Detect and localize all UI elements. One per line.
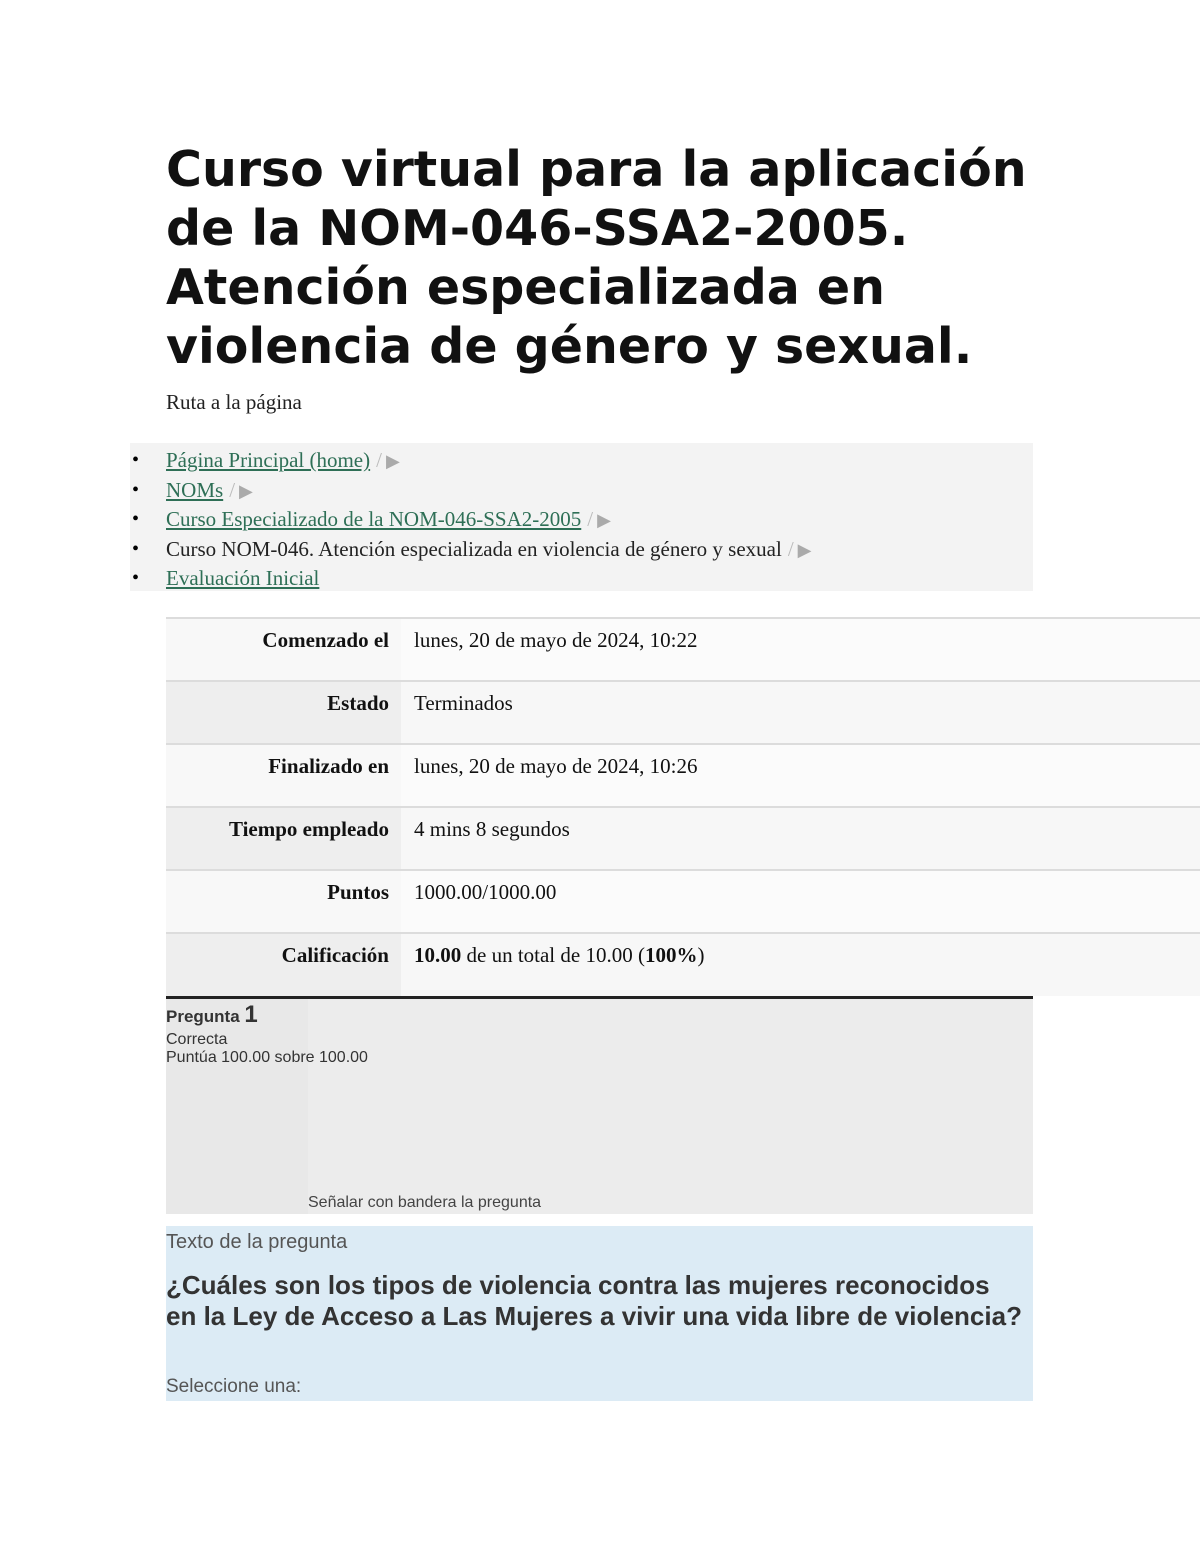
breadcrumb-link-evaluation[interactable]: Evaluación Inicial (166, 566, 320, 590)
play-arrow-icon: ▶ (597, 510, 611, 530)
time-label: Tiempo empleado (166, 807, 401, 870)
question-state: Correcta (166, 1031, 228, 1048)
points-value: 1000.00/1000.00 (401, 870, 1200, 933)
summary-row-state (166, 681, 1200, 744)
question-number-value: 1 (244, 1001, 258, 1028)
grade-middle: de un total de 10.00 ( (461, 943, 645, 967)
finished-label: Finalizado en (166, 744, 401, 807)
breadcrumb-separator: / (587, 507, 594, 531)
breadcrumb-separator: / (787, 536, 794, 561)
page-title: Curso virtual para la aplicación de la NOM-046-SSA2-2005. Atención especializada en violencia de género y sexual. (166, 141, 1027, 375)
breadcrumb (130, 443, 1033, 591)
time-value: 4 mins 8 segundos (401, 807, 1200, 870)
breadcrumb-item-course-category (130, 505, 1033, 535)
play-arrow-icon: ▶ (797, 539, 812, 560)
breadcrumb-link-home[interactable]: Página Principal (home) (166, 448, 371, 472)
started-value: lunes, 20 de mayo de 2024, 10:22 (401, 618, 1200, 681)
question-content (166, 1226, 1033, 1401)
question-number (166, 1001, 258, 1029)
question-grade: Puntúa 100.00 sobre 100.00 (166, 1049, 368, 1066)
flag-question-link[interactable]: Señalar con bandera la pregunta (308, 1194, 542, 1211)
breadcrumb-item-noms (130, 476, 1033, 506)
play-arrow-icon: ▶ (385, 451, 400, 471)
play-arrow-icon: ▶ (239, 480, 253, 501)
attempt-summary-table (166, 617, 1200, 996)
finished-value: lunes, 20 de mayo de 2024, 10:26 (401, 744, 1200, 807)
summary-row-started (166, 618, 1200, 681)
breadcrumb-heading: Ruta a la página (166, 390, 302, 414)
breadcrumb-item-home (130, 446, 1033, 476)
bullet-icon: • (132, 537, 140, 560)
summary-row-points (166, 870, 1200, 933)
bullet-icon: • (132, 449, 140, 471)
breadcrumb-separator: / (376, 448, 382, 472)
state-label: Estado (166, 681, 401, 744)
points-label: Puntos (166, 870, 401, 933)
grade-value (401, 933, 1200, 996)
breadcrumb-item-course (130, 535, 1033, 565)
breadcrumb-separator: / (229, 477, 236, 502)
summary-row-time (166, 807, 1200, 870)
summary-row-finished (166, 744, 1200, 807)
bullet-icon: • (132, 478, 140, 501)
bullet-icon: • (132, 567, 140, 589)
grade-end: ) (697, 943, 705, 967)
grade-label: Calificación (166, 933, 401, 996)
grade-percent: 100% (644, 943, 698, 967)
bullet-icon: • (132, 508, 140, 530)
state-value: Terminados (401, 681, 1200, 744)
question-text-label: Texto de la pregunta (166, 1231, 348, 1253)
breadcrumb-link-noms[interactable]: NOMs (166, 477, 224, 502)
summary-row-grade (166, 933, 1200, 996)
breadcrumb-link-course-category[interactable]: Curso Especializado de la NOM-046-SSA2-2005 (166, 507, 582, 531)
select-prompt: Seleccione una: (166, 1376, 302, 1397)
started-label: Comenzado el (166, 618, 401, 681)
breadcrumb-item-evaluation (130, 564, 1033, 594)
question-text: ¿Cuáles son los tipos de violencia contra las mujeres reconocidos en la Ley de Acceso a Las Mujeres a vivir una vida libre de violencia? (166, 1270, 1022, 1331)
question-info (166, 996, 1033, 1214)
grade-score: 10.00 (414, 943, 462, 967)
question-prefix: Pregunta (166, 1007, 240, 1026)
breadcrumb-text-course: Curso NOM-046. Atención especializada en violencia de género y sexual (166, 536, 782, 561)
